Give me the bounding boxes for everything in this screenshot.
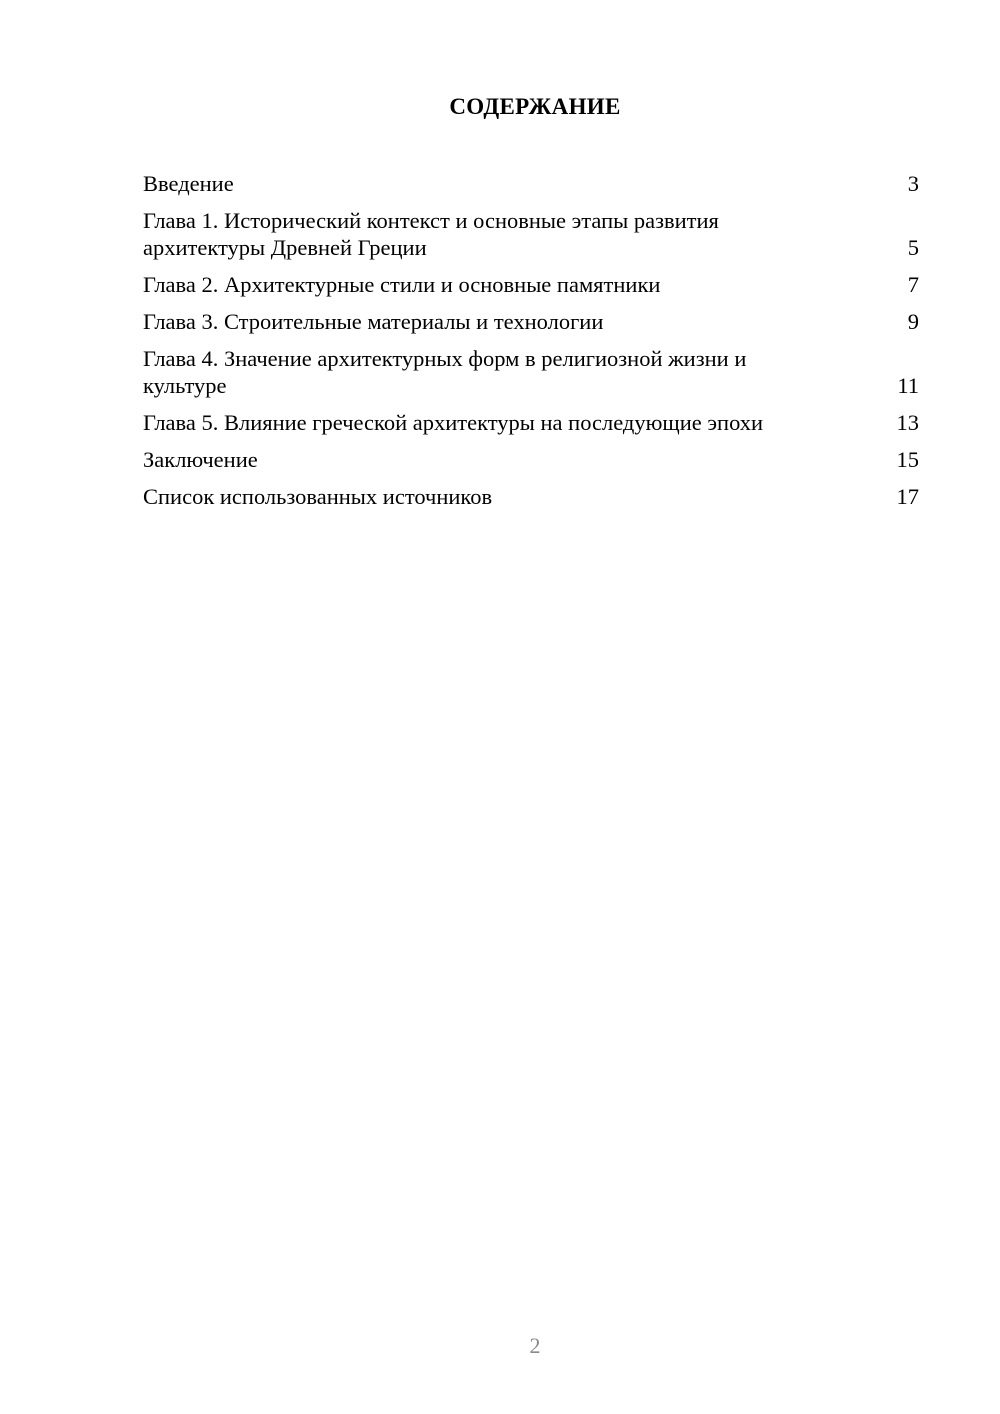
toc-entry-page: 3	[907, 171, 919, 196]
toc-entry-page: 11	[897, 373, 919, 398]
toc-entry-chapter-4	[143, 345, 919, 399]
page-title: СОДЕРЖАНИЕ	[449, 94, 621, 119]
toc-entry-page: 15	[896, 447, 919, 472]
toc-entry-text: Глава 3. Строительные материалы и технологии	[143, 309, 604, 334]
footer-page-number: 2	[529, 1333, 541, 1358]
toc-entry-text: Список использованных источников	[143, 484, 493, 509]
toc-entry-page: 13	[896, 410, 919, 435]
toc-entry-page: 9	[907, 309, 919, 334]
toc-entry-text: Глава 1. Исторический контекст и основные этапы развития архитектуры Древней Греции	[143, 208, 719, 260]
toc-entry-page: 5	[907, 235, 919, 260]
toc-entry-conclusion	[143, 446, 919, 473]
toc-entry-text: Глава 4. Значение архитектурных форм в религиозной жизни и культуре	[143, 346, 747, 398]
toc-entry-references	[143, 483, 919, 510]
toc-entry-page: 7	[907, 272, 919, 297]
toc-entry-chapter-3	[143, 308, 919, 335]
toc-entry-introduction	[143, 170, 919, 197]
toc-entry-text: Глава 5. Влияние греческой архитектуры на последующие эпохи	[143, 410, 764, 435]
toc-entry-text: Глава 2. Архитектурные стили и основные памятники	[143, 272, 661, 297]
toc-entry-text: Заключение	[143, 447, 258, 472]
toc-entry-chapter-1	[143, 207, 919, 261]
table-of-contents	[143, 170, 919, 520]
toc-entry-page: 17	[896, 484, 919, 509]
toc-entry-chapter-2	[143, 271, 919, 298]
toc-entry-text: Введение	[143, 171, 234, 196]
toc-entry-chapter-5	[143, 409, 919, 436]
